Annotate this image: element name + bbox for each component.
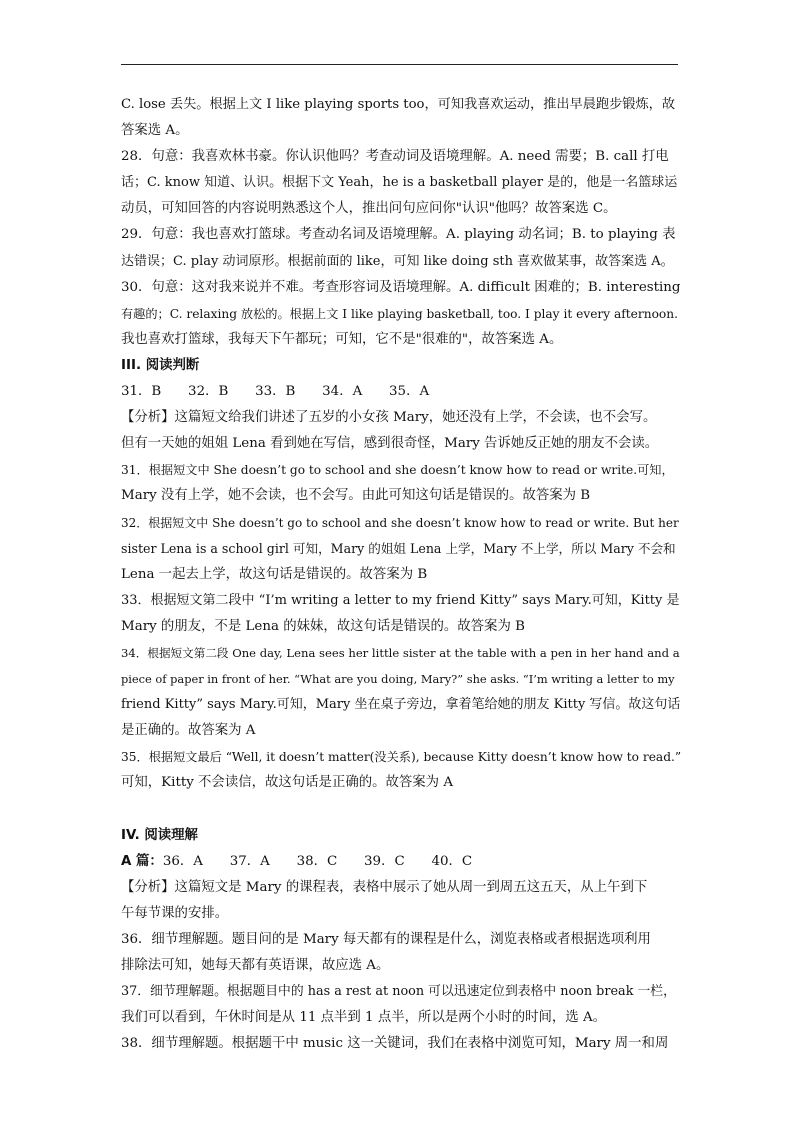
text-line: 29．句意：我也喜欢打篮球。考查动名词及语境理解。A. playing 动名词；B. to playing 表: [121, 227, 676, 243]
text-line: piece of paper in front of her. “What are you doing, Mary?” she asks. “I’m writing a letter to my: [121, 672, 675, 687]
text-line: 38．细节理解题。根据题干中 music 这一关键词，我们在表格中浏览可知，Mary 周一和周: [121, 1036, 669, 1052]
answer-key-line: 31．B 32．B 33．B 34．A 35．A: [121, 384, 430, 400]
text-line: 动员，可知回答的内容说明熟悉这个人，推出问句应问你"认识"他吗？故答案选 C。: [121, 201, 617, 217]
analysis-line: 午每节课的安排。: [121, 905, 229, 921]
analysis-line: 【分析】这篇短文是 Mary 的课程表，表格中展示了她从周一到周五这五天，从上午到下: [121, 879, 648, 895]
spacer: [121, 797, 681, 823]
section-heading-reading-comprehension: IV. 阅读理解: [121, 827, 198, 843]
text-line: 话；C. know 知道、认识。根据下文 Yeah，he is a basketball player 是的，他是一名篮球运: [121, 175, 678, 191]
text-line: friend Kitty” says Mary.可知，Mary 坐在桌子旁边，拿着笔给她的朋友 Kitty 写信。故这句话: [121, 697, 681, 713]
text-line: 37．细节理解题。根据题目中的 has a rest at noon 可以迅速定位到表格中 noon break 一栏，: [121, 984, 676, 1000]
text-line: 35．根据短文最后 “Well, it doesn’t matter(没关系), because Kitty doesn’t know how to read.”: [121, 750, 682, 765]
text-line: sister Lena is a school girl 可知，Mary 的姐姐 Lena 上学，Mary 不上学，所以 Mary 不会和: [121, 540, 676, 556]
text-line: 我们可以看到，午休时间是从 11 点半到 1 点半，所以是两个小时的时间，选 A。: [121, 1010, 607, 1026]
text-line: 有趣的；C. relaxing 放松的。根据上文 I like playing basketball, too. I play it every afternoon.: [121, 306, 678, 321]
text-line: 是正确的。故答案为 A: [121, 723, 256, 739]
section-heading-reading-judgement: III. 阅读判断: [121, 357, 200, 373]
text-line: 我也喜欢打篮球，我每天下午都玩；可知，它不是"很难的"，故答案选 A。: [121, 331, 563, 347]
answer-key-values: 36．A 37．A 38．C 39．C 40．C: [162, 853, 473, 869]
text-line: 排除法可知，她每天都有英语课，故应选 A。: [121, 958, 390, 974]
text-line: 31．根据短文中 She doesn’t go to school and she doesn’t know how to read or write.可知，: [121, 463, 674, 478]
text-line: Lena 一起去上学，故这句话是错误的。故答案为 B: [121, 566, 428, 582]
document-body: [121, 92, 681, 1057]
text-line: Mary 没有上学，她不会读，也不会写。由此可知这句话是错误的。故答案为 B: [121, 488, 591, 504]
text-line: 34．根据短文第二段 One day, Lena sees her little sister at the table with a pen in her hand and a: [121, 645, 680, 660]
header-rule: [121, 64, 678, 65]
analysis-line: 【分析】这篇短文给我们讲述了五岁的小女孩 Mary，她还没有上学，不会读，也不会写。: [121, 410, 657, 426]
text-line: Mary 的朋友，不是 Lena 的妹妹，故这句话是错误的。故答案为 B: [121, 618, 525, 634]
text-line: C. lose 丢失。根据上文 I like playing sports too，可知我喜欢运动，推出早晨跑步锻炼，故: [121, 97, 676, 112]
text-line: 36．细节理解题。题目问的是 Mary 每天都有的课程是什么，浏览表格或者根据选项利用: [121, 932, 651, 947]
text-line: 32．根据短文中 She doesn’t go to school and she doesn’t know how to read or write. But her: [121, 515, 679, 530]
analysis-line: 但有一天她的姐姐 Lena 看到她在写信，感到很奇怪，Mary 告诉她反正她的朋友不会读。: [121, 436, 659, 452]
text-line: 可知，Kitty 不会读信，故这句话是正确的。故答案为 A: [121, 775, 453, 791]
part-label: A 篇：: [121, 853, 163, 869]
text-line: 28．句意：我喜欢林书豪。你认识他吗？考查动词及语境理解。A. need 需要；B. call 打电: [121, 149, 669, 165]
text-line: 答案选 A。: [121, 123, 189, 139]
text-line: 33．根据短文第二段中 “I’m writing a letter to my friend Kitty” says Mary.可知，Kitty 是: [121, 592, 680, 608]
text-line: 达错误；C. play 动词原形。根据前面的 like，可知 like doing sth 喜欢做某事，故答案选 A。: [121, 253, 674, 269]
text-line: 30．句意：这对我来说并不难。考查形容词及语境理解。A. difficult 困难的；B. interesting: [121, 279, 681, 295]
answer-key-line: [121, 849, 681, 875]
